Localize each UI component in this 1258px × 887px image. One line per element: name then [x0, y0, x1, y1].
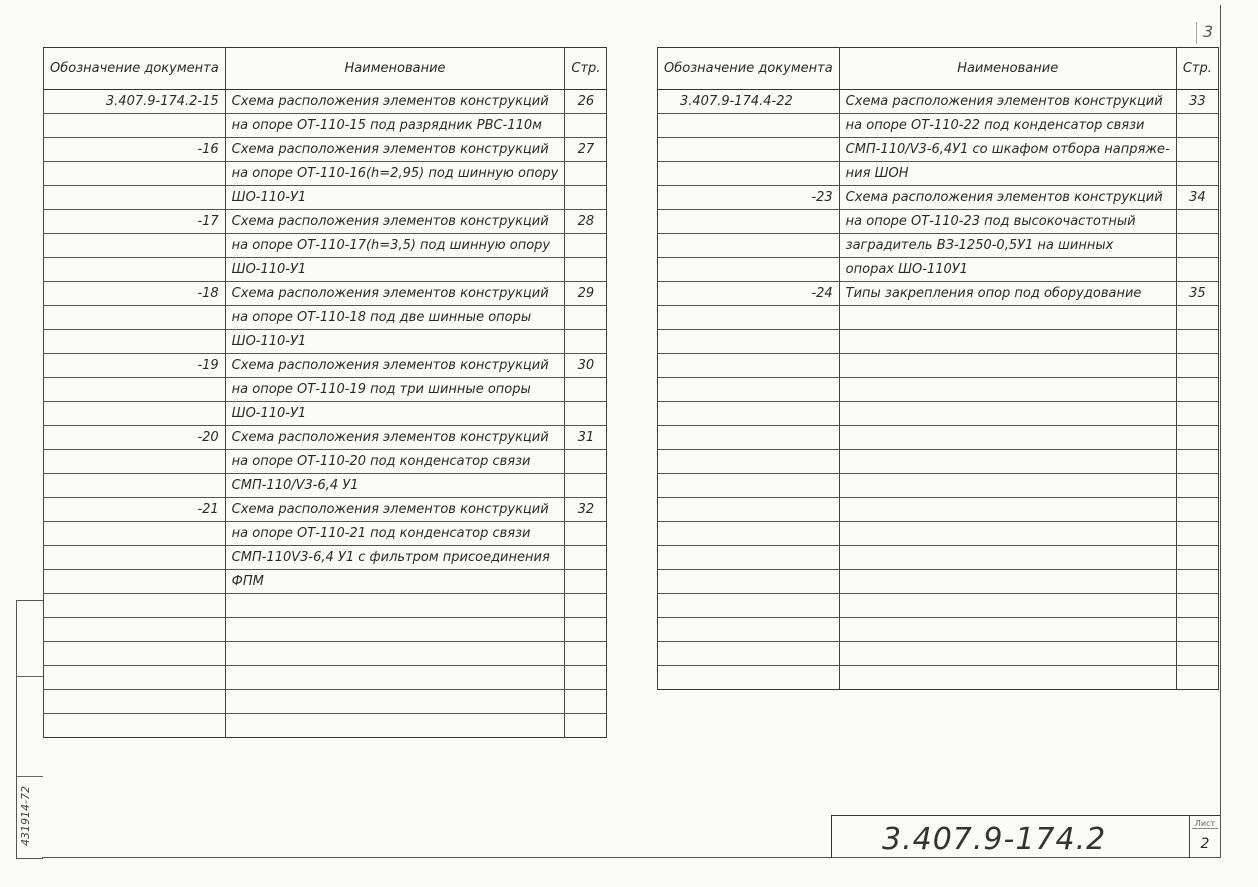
row-designation — [658, 378, 840, 402]
row-page — [565, 330, 607, 354]
table-row — [658, 594, 1219, 618]
table-row — [658, 186, 1219, 210]
row-page — [565, 306, 607, 330]
row-designation — [44, 474, 226, 498]
row-designation — [658, 666, 840, 690]
table-row — [44, 282, 607, 306]
row-name — [839, 330, 1176, 354]
table-row — [44, 642, 607, 666]
table-row — [658, 210, 1219, 234]
row-page — [565, 690, 607, 714]
table-row — [658, 474, 1219, 498]
row-page — [1176, 306, 1218, 330]
table-row — [44, 138, 607, 162]
table-row — [658, 546, 1219, 570]
row-page — [565, 474, 607, 498]
row-designation — [44, 714, 226, 738]
side-stamp-strip — [16, 600, 43, 859]
row-name — [839, 666, 1176, 690]
row-name: на опоре ОТ-110-16(h=2,95) под шинную опору — [225, 162, 565, 186]
row-designation — [44, 234, 226, 258]
row-designation — [658, 114, 840, 138]
row-name: на опоре ОТ-110-15 под разрядник РВС-110м — [225, 114, 565, 138]
row-designation — [658, 234, 840, 258]
row-designation — [658, 210, 840, 234]
table-header-row — [658, 48, 1219, 90]
row-designation: -17 — [44, 210, 226, 234]
table-row — [44, 90, 607, 114]
table-row — [44, 522, 607, 546]
row-page — [565, 522, 607, 546]
row-page — [1176, 354, 1218, 378]
row-page — [1176, 138, 1218, 162]
table-row — [44, 714, 607, 738]
row-name — [225, 642, 565, 666]
row-designation — [658, 402, 840, 426]
row-name: на опоре ОТ-110-23 под высокочастотный — [839, 210, 1176, 234]
row-designation — [44, 594, 226, 618]
row-page: 29 — [565, 282, 607, 306]
table-row — [44, 162, 607, 186]
row-page — [1176, 234, 1218, 258]
row-name — [839, 618, 1176, 642]
row-designation — [44, 546, 226, 570]
row-name — [839, 498, 1176, 522]
sheet-label: Лист — [1192, 819, 1218, 829]
row-page — [1176, 402, 1218, 426]
table-row — [44, 330, 607, 354]
table-row — [44, 258, 607, 282]
header-designation: Обозначение документа — [658, 48, 840, 90]
row-designation — [44, 690, 226, 714]
row-designation — [658, 570, 840, 594]
row-name: заградитель ВЗ-1250-0,5У1 на шинных — [839, 234, 1176, 258]
row-page — [1176, 618, 1218, 642]
index-table-right — [657, 47, 1219, 690]
row-name: Схема расположения элементов конструкций — [225, 138, 565, 162]
row-name — [225, 690, 565, 714]
row-designation: -24 — [658, 282, 840, 306]
row-name: на опоре ОТ-110-20 под конденсатор связи — [225, 450, 565, 474]
row-page — [565, 666, 607, 690]
document-code: 3.407.9-174.2 — [882, 822, 1107, 857]
sheet-value: 2 — [1200, 836, 1210, 852]
table-row — [44, 234, 607, 258]
row-name — [839, 378, 1176, 402]
side-label: 431914-72 — [19, 786, 32, 846]
table-row — [44, 450, 607, 474]
row-name: Схема расположения элементов конструкций — [225, 354, 565, 378]
table-row — [658, 234, 1219, 258]
row-name: ФПМ — [225, 570, 565, 594]
row-page — [565, 594, 607, 618]
row-name: на опоре ОТ-110-19 под три шинные опоры — [225, 378, 565, 402]
row-page — [1176, 474, 1218, 498]
header-name: Наименование — [839, 48, 1176, 90]
table-row — [44, 378, 607, 402]
row-name — [225, 594, 565, 618]
row-designation: -18 — [44, 282, 226, 306]
table-row — [44, 570, 607, 594]
table-row — [44, 354, 607, 378]
row-name: Типы закрепления опор под оборудование — [839, 282, 1176, 306]
table-row — [44, 618, 607, 642]
table-row — [658, 330, 1219, 354]
row-name: опорах ШО-110У1 — [839, 258, 1176, 282]
table-row — [658, 402, 1219, 426]
table-row — [44, 114, 607, 138]
row-designation — [44, 666, 226, 690]
row-page — [565, 642, 607, 666]
sheet-number: 3 — [1196, 22, 1213, 44]
row-name: Схема расположения элементов конструкций — [225, 426, 565, 450]
row-name — [839, 546, 1176, 570]
table-row — [44, 498, 607, 522]
row-page — [1176, 498, 1218, 522]
row-name: СМП-110/V3-6,4 У1 — [225, 474, 565, 498]
row-name: ШО-110-У1 — [225, 330, 565, 354]
row-page: 34 — [1176, 186, 1218, 210]
row-designation — [658, 594, 840, 618]
row-page — [565, 258, 607, 282]
row-name — [225, 666, 565, 690]
row-name: на опоре ОТ-110-21 под конденсатор связи — [225, 522, 565, 546]
row-name — [839, 426, 1176, 450]
row-page — [565, 570, 607, 594]
row-designation — [44, 450, 226, 474]
row-designation — [44, 306, 226, 330]
row-designation — [658, 450, 840, 474]
table-row — [44, 306, 607, 330]
table-row — [658, 162, 1219, 186]
table-row — [44, 426, 607, 450]
table-row — [658, 90, 1219, 114]
row-name: Схема расположения элементов конструкций — [225, 210, 565, 234]
header-page: Стр. — [565, 48, 607, 90]
row-page: 26 — [565, 90, 607, 114]
row-designation — [44, 162, 226, 186]
table-row — [44, 210, 607, 234]
table-row — [44, 402, 607, 426]
row-name: на опоре ОТ-110-18 под две шинные опоры — [225, 306, 565, 330]
row-page — [565, 186, 607, 210]
row-name — [225, 714, 565, 738]
row-designation — [658, 306, 840, 330]
row-name: Схема расположения элементов конструкций — [225, 90, 565, 114]
row-designation — [658, 258, 840, 282]
index-table-left — [43, 47, 607, 738]
row-name — [839, 354, 1176, 378]
row-page — [1176, 162, 1218, 186]
row-page — [1176, 378, 1218, 402]
row-name — [839, 450, 1176, 474]
table-row — [44, 594, 607, 618]
row-page — [1176, 426, 1218, 450]
row-designation — [658, 546, 840, 570]
row-designation — [44, 642, 226, 666]
row-designation: 3.407.9-174.4-22 — [658, 90, 840, 114]
row-page — [1176, 594, 1218, 618]
row-page: 28 — [565, 210, 607, 234]
row-page — [565, 714, 607, 738]
sheet-box — [1189, 816, 1220, 858]
row-name: на опоре ОТ-110-22 под конденсатор связи — [839, 114, 1176, 138]
row-name: на опоре ОТ-110-17(h=3,5) под шинную опору — [225, 234, 565, 258]
row-designation: 3.407.9-174.2-15 — [44, 90, 226, 114]
row-designation — [658, 474, 840, 498]
table-row — [658, 306, 1219, 330]
row-page — [565, 114, 607, 138]
row-page — [565, 450, 607, 474]
table-row — [658, 666, 1219, 690]
row-page — [1176, 114, 1218, 138]
row-designation: -20 — [44, 426, 226, 450]
row-name: ШО-110-У1 — [225, 402, 565, 426]
table-row — [658, 618, 1219, 642]
row-page: 30 — [565, 354, 607, 378]
row-name: СМП-110V3-6,4 У1 с фильтром присоединения — [225, 546, 565, 570]
row-page — [1176, 450, 1218, 474]
row-name: СМП-110/V3-6,4У1 со шкафом отбора напряже- — [839, 138, 1176, 162]
row-page — [1176, 546, 1218, 570]
row-page — [565, 618, 607, 642]
row-name — [839, 522, 1176, 546]
row-page — [565, 546, 607, 570]
row-designation — [44, 186, 226, 210]
row-designation — [658, 498, 840, 522]
table-row — [658, 426, 1219, 450]
row-page — [565, 378, 607, 402]
row-designation — [44, 402, 226, 426]
row-name — [839, 642, 1176, 666]
row-name: ШО-110-У1 — [225, 186, 565, 210]
row-page: 31 — [565, 426, 607, 450]
row-designation — [44, 378, 226, 402]
table-row — [44, 546, 607, 570]
row-name — [839, 402, 1176, 426]
row-page: 32 — [565, 498, 607, 522]
table-row — [44, 666, 607, 690]
row-designation — [658, 138, 840, 162]
row-name: Схема расположения элементов конструкций — [225, 282, 565, 306]
row-designation — [658, 354, 840, 378]
row-name — [839, 474, 1176, 498]
row-name — [839, 306, 1176, 330]
row-page — [565, 234, 607, 258]
header-name: Наименование — [225, 48, 565, 90]
row-designation: -16 — [44, 138, 226, 162]
row-designation — [658, 162, 840, 186]
side-cell — [17, 676, 43, 777]
row-designation — [44, 618, 226, 642]
table-row — [658, 522, 1219, 546]
row-designation — [44, 570, 226, 594]
row-name: Схема расположения элементов конструкций — [839, 90, 1176, 114]
row-page — [565, 162, 607, 186]
header-designation: Обозначение документа — [44, 48, 226, 90]
header-page: Стр. — [1176, 48, 1218, 90]
row-name — [839, 594, 1176, 618]
row-designation — [658, 642, 840, 666]
table-row — [658, 642, 1219, 666]
row-designation — [658, 330, 840, 354]
row-page: 27 — [565, 138, 607, 162]
row-designation — [658, 618, 840, 642]
title-block-stamp — [831, 815, 1220, 858]
row-name: ния ШОН — [839, 162, 1176, 186]
row-page — [1176, 258, 1218, 282]
row-name — [225, 618, 565, 642]
row-designation: -19 — [44, 354, 226, 378]
row-name: Схема расположения элементов конструкций — [839, 186, 1176, 210]
row-name — [839, 570, 1176, 594]
table-row — [44, 474, 607, 498]
row-page — [1176, 642, 1218, 666]
row-designation — [44, 522, 226, 546]
table-row — [658, 114, 1219, 138]
row-designation: -21 — [44, 498, 226, 522]
row-designation — [44, 330, 226, 354]
table-row — [658, 450, 1219, 474]
table-row — [658, 498, 1219, 522]
table-row — [658, 138, 1219, 162]
row-page — [1176, 522, 1218, 546]
table-row — [658, 354, 1219, 378]
row-designation — [44, 258, 226, 282]
row-name: Схема расположения элементов конструкций — [225, 498, 565, 522]
row-page — [1176, 666, 1218, 690]
row-page: 35 — [1176, 282, 1218, 306]
row-page — [1176, 570, 1218, 594]
row-designation: -23 — [658, 186, 840, 210]
row-page — [565, 402, 607, 426]
table-header-row — [44, 48, 607, 90]
row-page — [1176, 330, 1218, 354]
row-designation — [658, 426, 840, 450]
row-page: 33 — [1176, 90, 1218, 114]
table-row — [658, 282, 1219, 306]
row-designation — [44, 114, 226, 138]
table-row — [658, 570, 1219, 594]
row-page — [1176, 210, 1218, 234]
table-row — [658, 258, 1219, 282]
table-row — [658, 378, 1219, 402]
row-name: ШО-110-У1 — [225, 258, 565, 282]
table-row — [44, 690, 607, 714]
row-designation — [658, 522, 840, 546]
table-row — [44, 186, 607, 210]
side-cell — [17, 601, 43, 677]
